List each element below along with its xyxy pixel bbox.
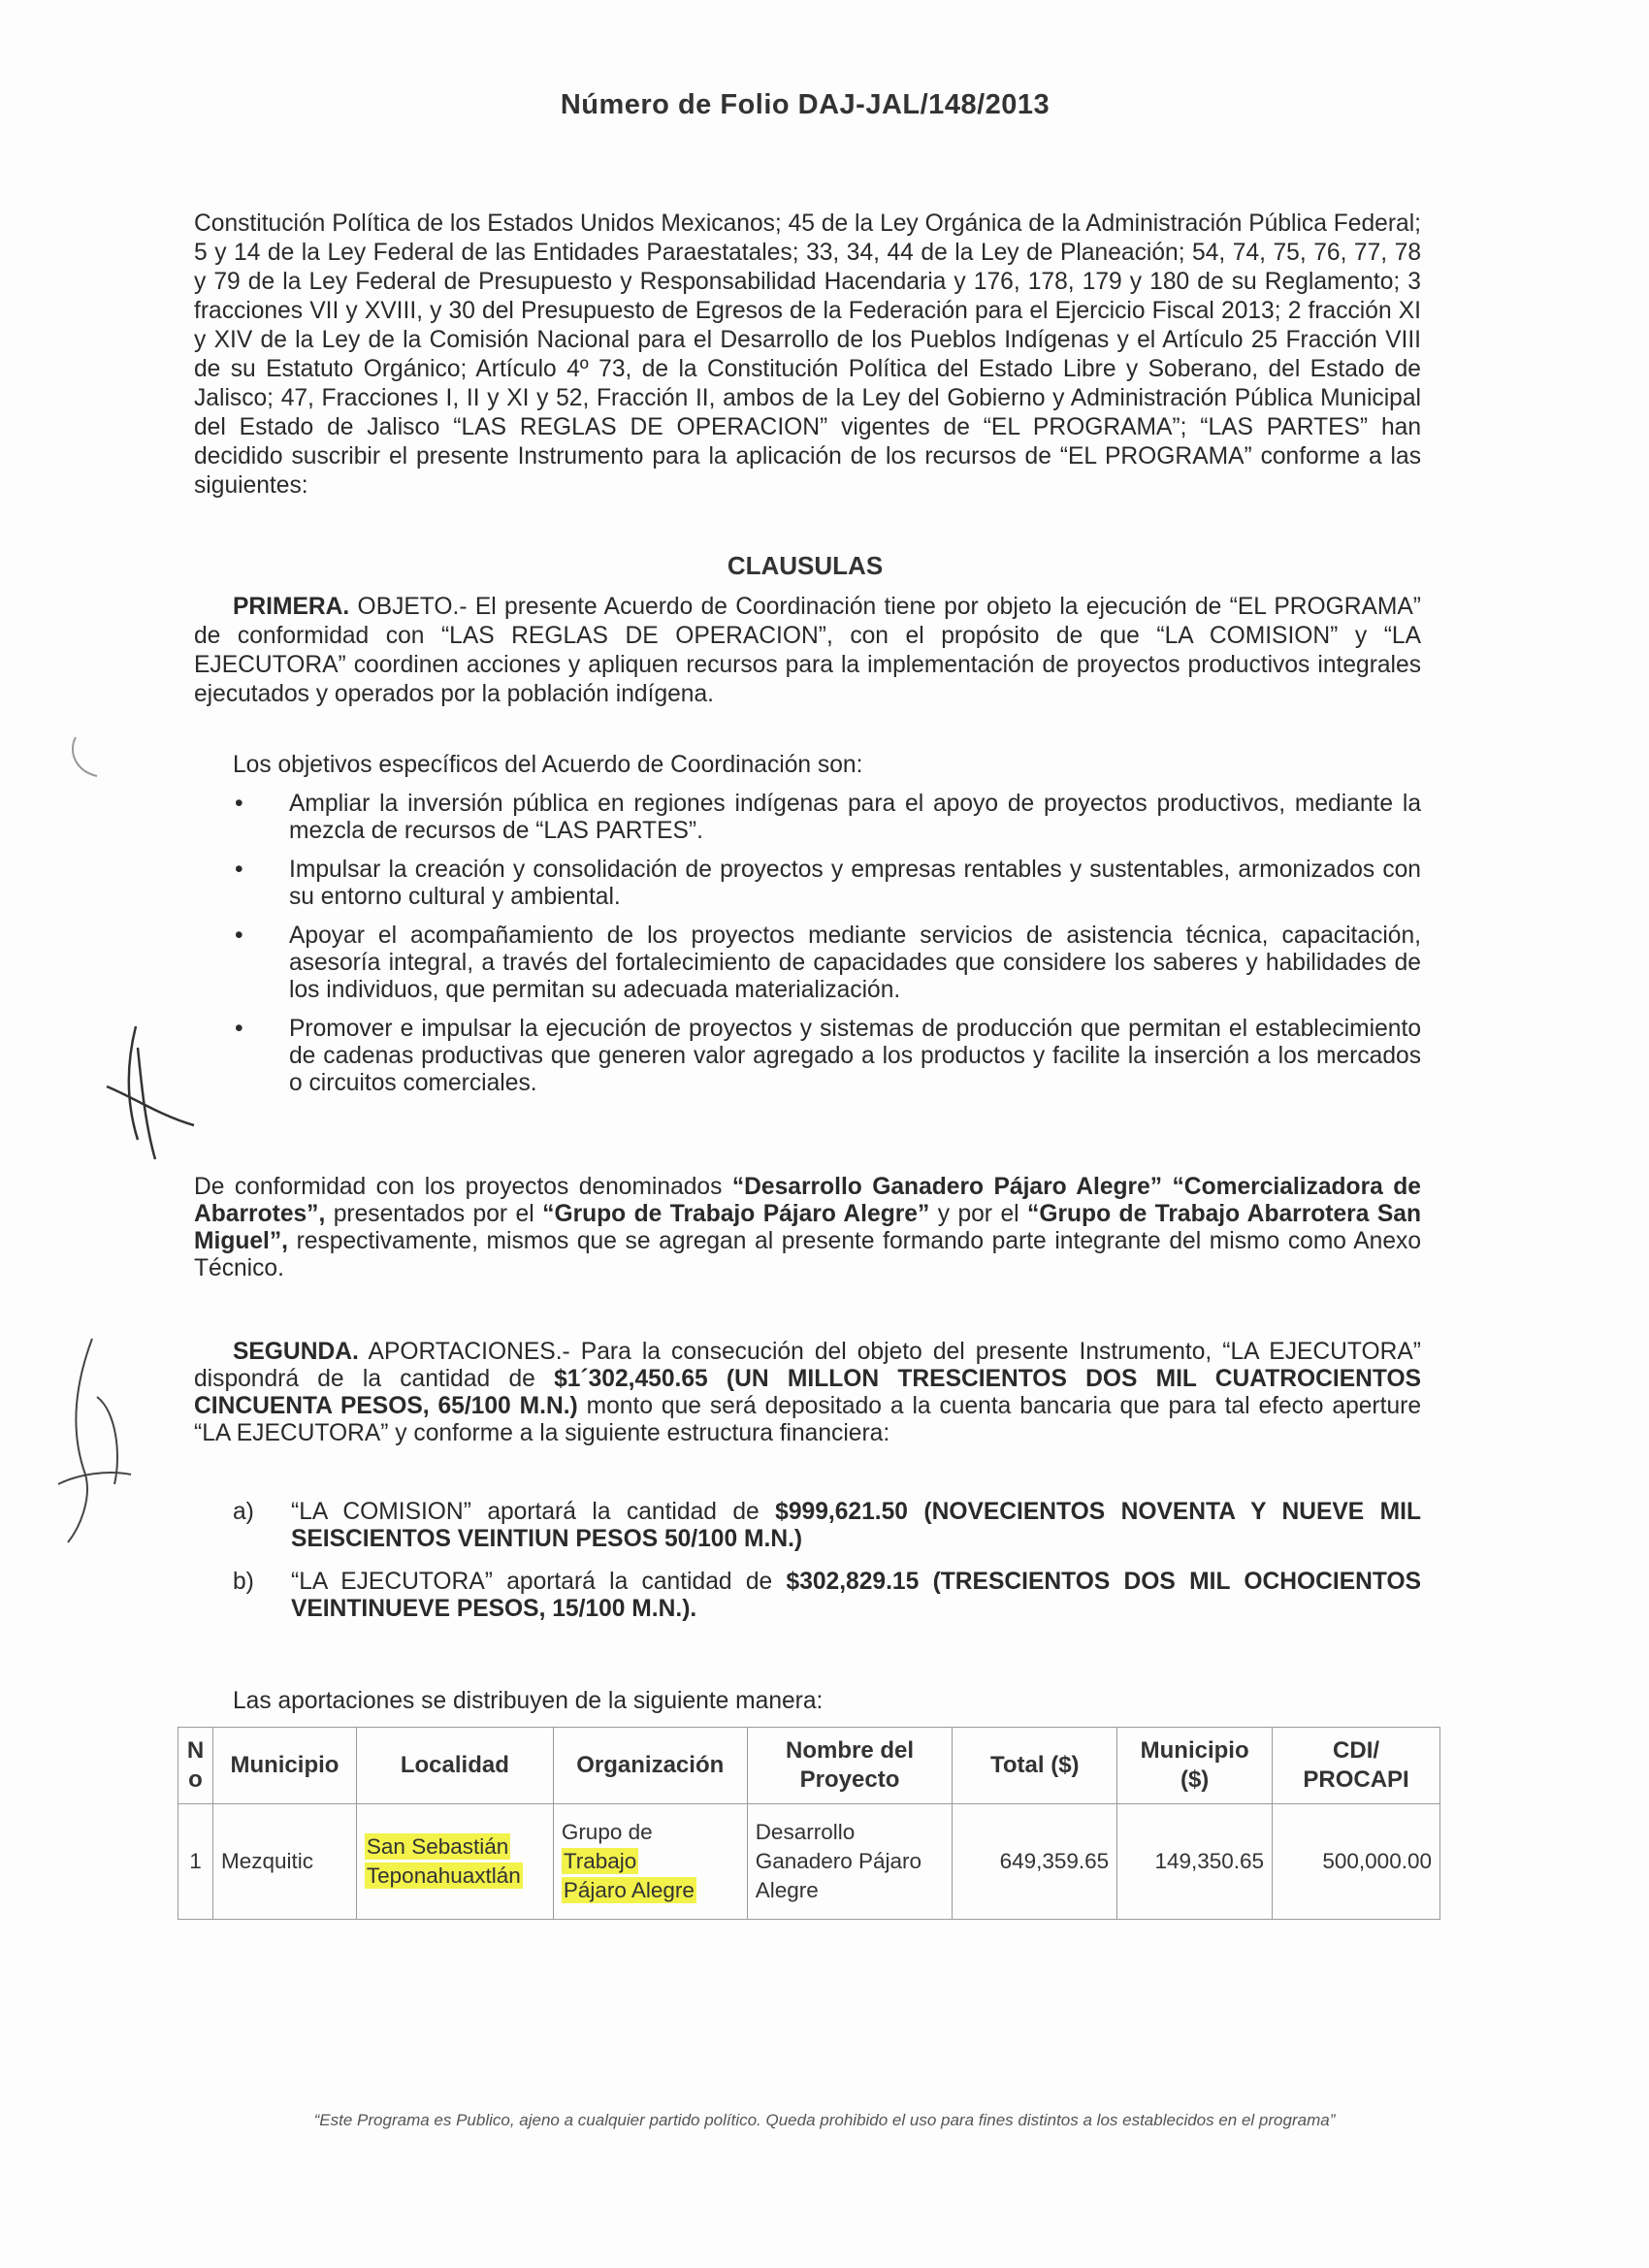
aportacion-b-label: b) [233,1569,254,1595]
conformidad-bold-1: “Desarrollo Ganadero Pájaro Alegre” “Comercializadora de Abarrotes”, [194,1174,1421,1227]
clausulas-heading: CLAUSULAS [727,551,884,580]
segunda-amount: $1´302,450.65 (UN MILLON TRESCIENTOS DOS MIL CUATROCIENTOS CINCUENTA PESOS, 65/100 M.N.) [194,1366,1421,1419]
aportacion-a [233,1499,1421,1553]
header-proyecto: Nombre del Proyecto [747,1728,953,1804]
aportacion-b [233,1569,1421,1623]
aportacion-b-text: “LA EJECUTORA” aportará la cantidad de [291,1569,787,1595]
folio-number: Número de Folio DAJ-JAL/148/2013 [560,89,1051,120]
objetivos-list [194,791,1421,1109]
conformidad-text-4: respectivamente, mismos que se agregan al presente formando parte integrante del mismo como Anexo Técnico. [194,1228,1421,1281]
header-total: Total ($) [953,1728,1117,1804]
cell-no: 1 [178,1804,213,1920]
list-item: • Ampliar la inversión pública en regiones indígenas para el apoyo de proyectos productivos, mediante la mezcla de recursos de “LAS PARTES”. [194,791,1421,845]
conformidad-bold-3: “Grupo de Trabajo Abarrotera San Miguel”, [194,1201,1421,1254]
header-cdi: CDI/ PROCAPI [1273,1728,1440,1804]
cell-total: 649,359.65 [953,1804,1117,1920]
conformidad-paragraph [194,1174,1421,1282]
table-header-row [178,1728,1440,1804]
primera-text: OBJETO.- El presente Acuerdo de Coordinación tiene por objeto la ejecución de “EL PROGRAMA” de conformidad con “LAS REGLAS DE OPERACION”, con el propósito de que “LA COMISION” y “LA EJECUTORA” coordinen acciones y apliquen recursos para la implementación de proyectos productivos integrales ejecutados y operados por la población indígena. [194,594,1421,707]
conformidad-text-3: y por el [929,1201,1028,1227]
segunda-label: SEGUNDA. [233,1339,359,1365]
header-localidad: Localidad [356,1728,553,1804]
header-no: N o [178,1728,213,1804]
conformidad-bold-2: “Grupo de Trabajo Pájaro Alegre” [542,1201,930,1227]
aportacion-a-label: a) [233,1499,254,1525]
initial-signature-mark [107,1026,194,1159]
header-municipio: Municipio [212,1728,356,1804]
objetivos-title: Los objetivos específicos del Acuerdo de Coordinación son: [233,752,863,778]
clausula-primera [194,593,1421,709]
footer-disclaimer: “Este Programa es Publico, ajeno a cualquier partido político. Queda prohibido el uso para fines distintos a los establecidos en el programa” [313,2111,1336,2129]
cell-municipio-monto: 149,350.65 [1117,1804,1273,1920]
aportacion-a-text: “LA COMISION” aportará la cantidad de [291,1499,776,1525]
segunda-text-2: monto que será depositado a la cuenta bancaria que para tal efecto aperture “LA EJECUTORA” y conforme a la siguiente estructura financiera: [194,1393,1421,1446]
intro-paragraph: Constitución Política de los Estados Unidos Mexicanos; 45 de la Ley Orgánica de la Administración Pública Federal; 5 y 14 de la Ley Federal de las Entidades Paraestatales; 33, 34, 44 de la Ley de Planeación; 54, 74, 75, 76, 77, 78 y 79 de la Ley Federal de Presupuesto y Responsabilidad Hacendaria y 176, 178, 179 y 180 de su Reglamento; 3 fracciones VII y XVIII, y 30 del Presupuesto de Egresos de la Federación para el Ejercicio Fiscal 2013; 2 fracción XI y XIV de la Ley de la Comisión Nacional para el Desarrollo de los Pueblos Indígenas y el Artículo 25 Fracción VIII de su Estatuto Orgánico; Artículo 4º 73, de la Constitución Política del Estado Libre y Soberano, del Estado de Jalisco; 47, Fracciones I, II y XI y 52, Fracción II, ambos de la Ley del Gobierno y Administración Pública Municipal del Estado de Jalisco “LAS REGLAS DE OPERACION” vigentes de “EL PROGRAMA”; “LAS PARTES” han decidido suscribir el presente Instrumento para la aplicación de los recursos de “EL PROGRAMA” conforme a las siguientes: [194,211,1421,499]
aportacion-b-amount: $302,829.15 (TRESCIENTOS DOS MIL OCHOCIENTOS VEINTINUEVE PESOS, 15/100 M.N.). [291,1569,1421,1622]
header-municipio-monto: Municipio ($) [1117,1728,1273,1804]
aportaciones-table [178,1727,1440,1920]
conformidad-text-2: presentados por el [325,1201,543,1227]
cell-localidad: San Sebastián Teponahuaxtlán [356,1804,553,1920]
conformidad-text-1: De conformidad con los proyectos denominados [194,1174,732,1200]
list-item: • Apoyar el acompañamiento de los proyectos mediante servicios de asistencia técnica, capacitación, asesoría integral, a través del fortalecimiento de capacidades que considere los saberes y habilidades de los individuos, que permitan su adecuada materialización. [194,923,1421,1004]
clausula-segunda [194,1339,1421,1447]
list-item: • Promover e impulsar la ejecución de proyectos y sistemas de producción que permitan el establecimiento de cadenas productivas que generen valor agregado a los productos y facilite la inserción a los mercados o circuitos comerciales. [194,1016,1421,1097]
list-item: • Impulsar la creación y consolidación de proyectos y empresas rentables y sustentables, armonizados con su entorno cultural y ambiental. [194,857,1421,911]
cell-organizacion: Grupo de Trabajo Pájaro Alegre [553,1804,747,1920]
aportacion-a-amount: $999,621.50 (NOVECIENTOS NOVENTA Y NUEVE MIL SEISCIENTOS VEINTIUN PESOS 50/100 M.N.) [291,1499,1421,1552]
cell-cdi: 500,000.00 [1273,1804,1440,1920]
primera-label: PRIMERA. [233,594,350,620]
table-row [178,1804,1440,1920]
cell-proyecto: Desarrollo Ganadero Pájaro Alegre [747,1804,953,1920]
punch-hole-mark [73,737,97,776]
signature-mark [58,1339,131,1542]
distribucion-text: Las aportaciones se distribuyen de la siguiente manera: [233,1688,824,1714]
cell-municipio: Mezquitic [212,1804,356,1920]
header-organizacion: Organización [553,1728,747,1804]
segunda-text-1: APORTACIONES.- Para la consecución del objeto del presente Instrumento, “LA EJECUTORA” dispondrá de la cantidad de [194,1339,1421,1392]
